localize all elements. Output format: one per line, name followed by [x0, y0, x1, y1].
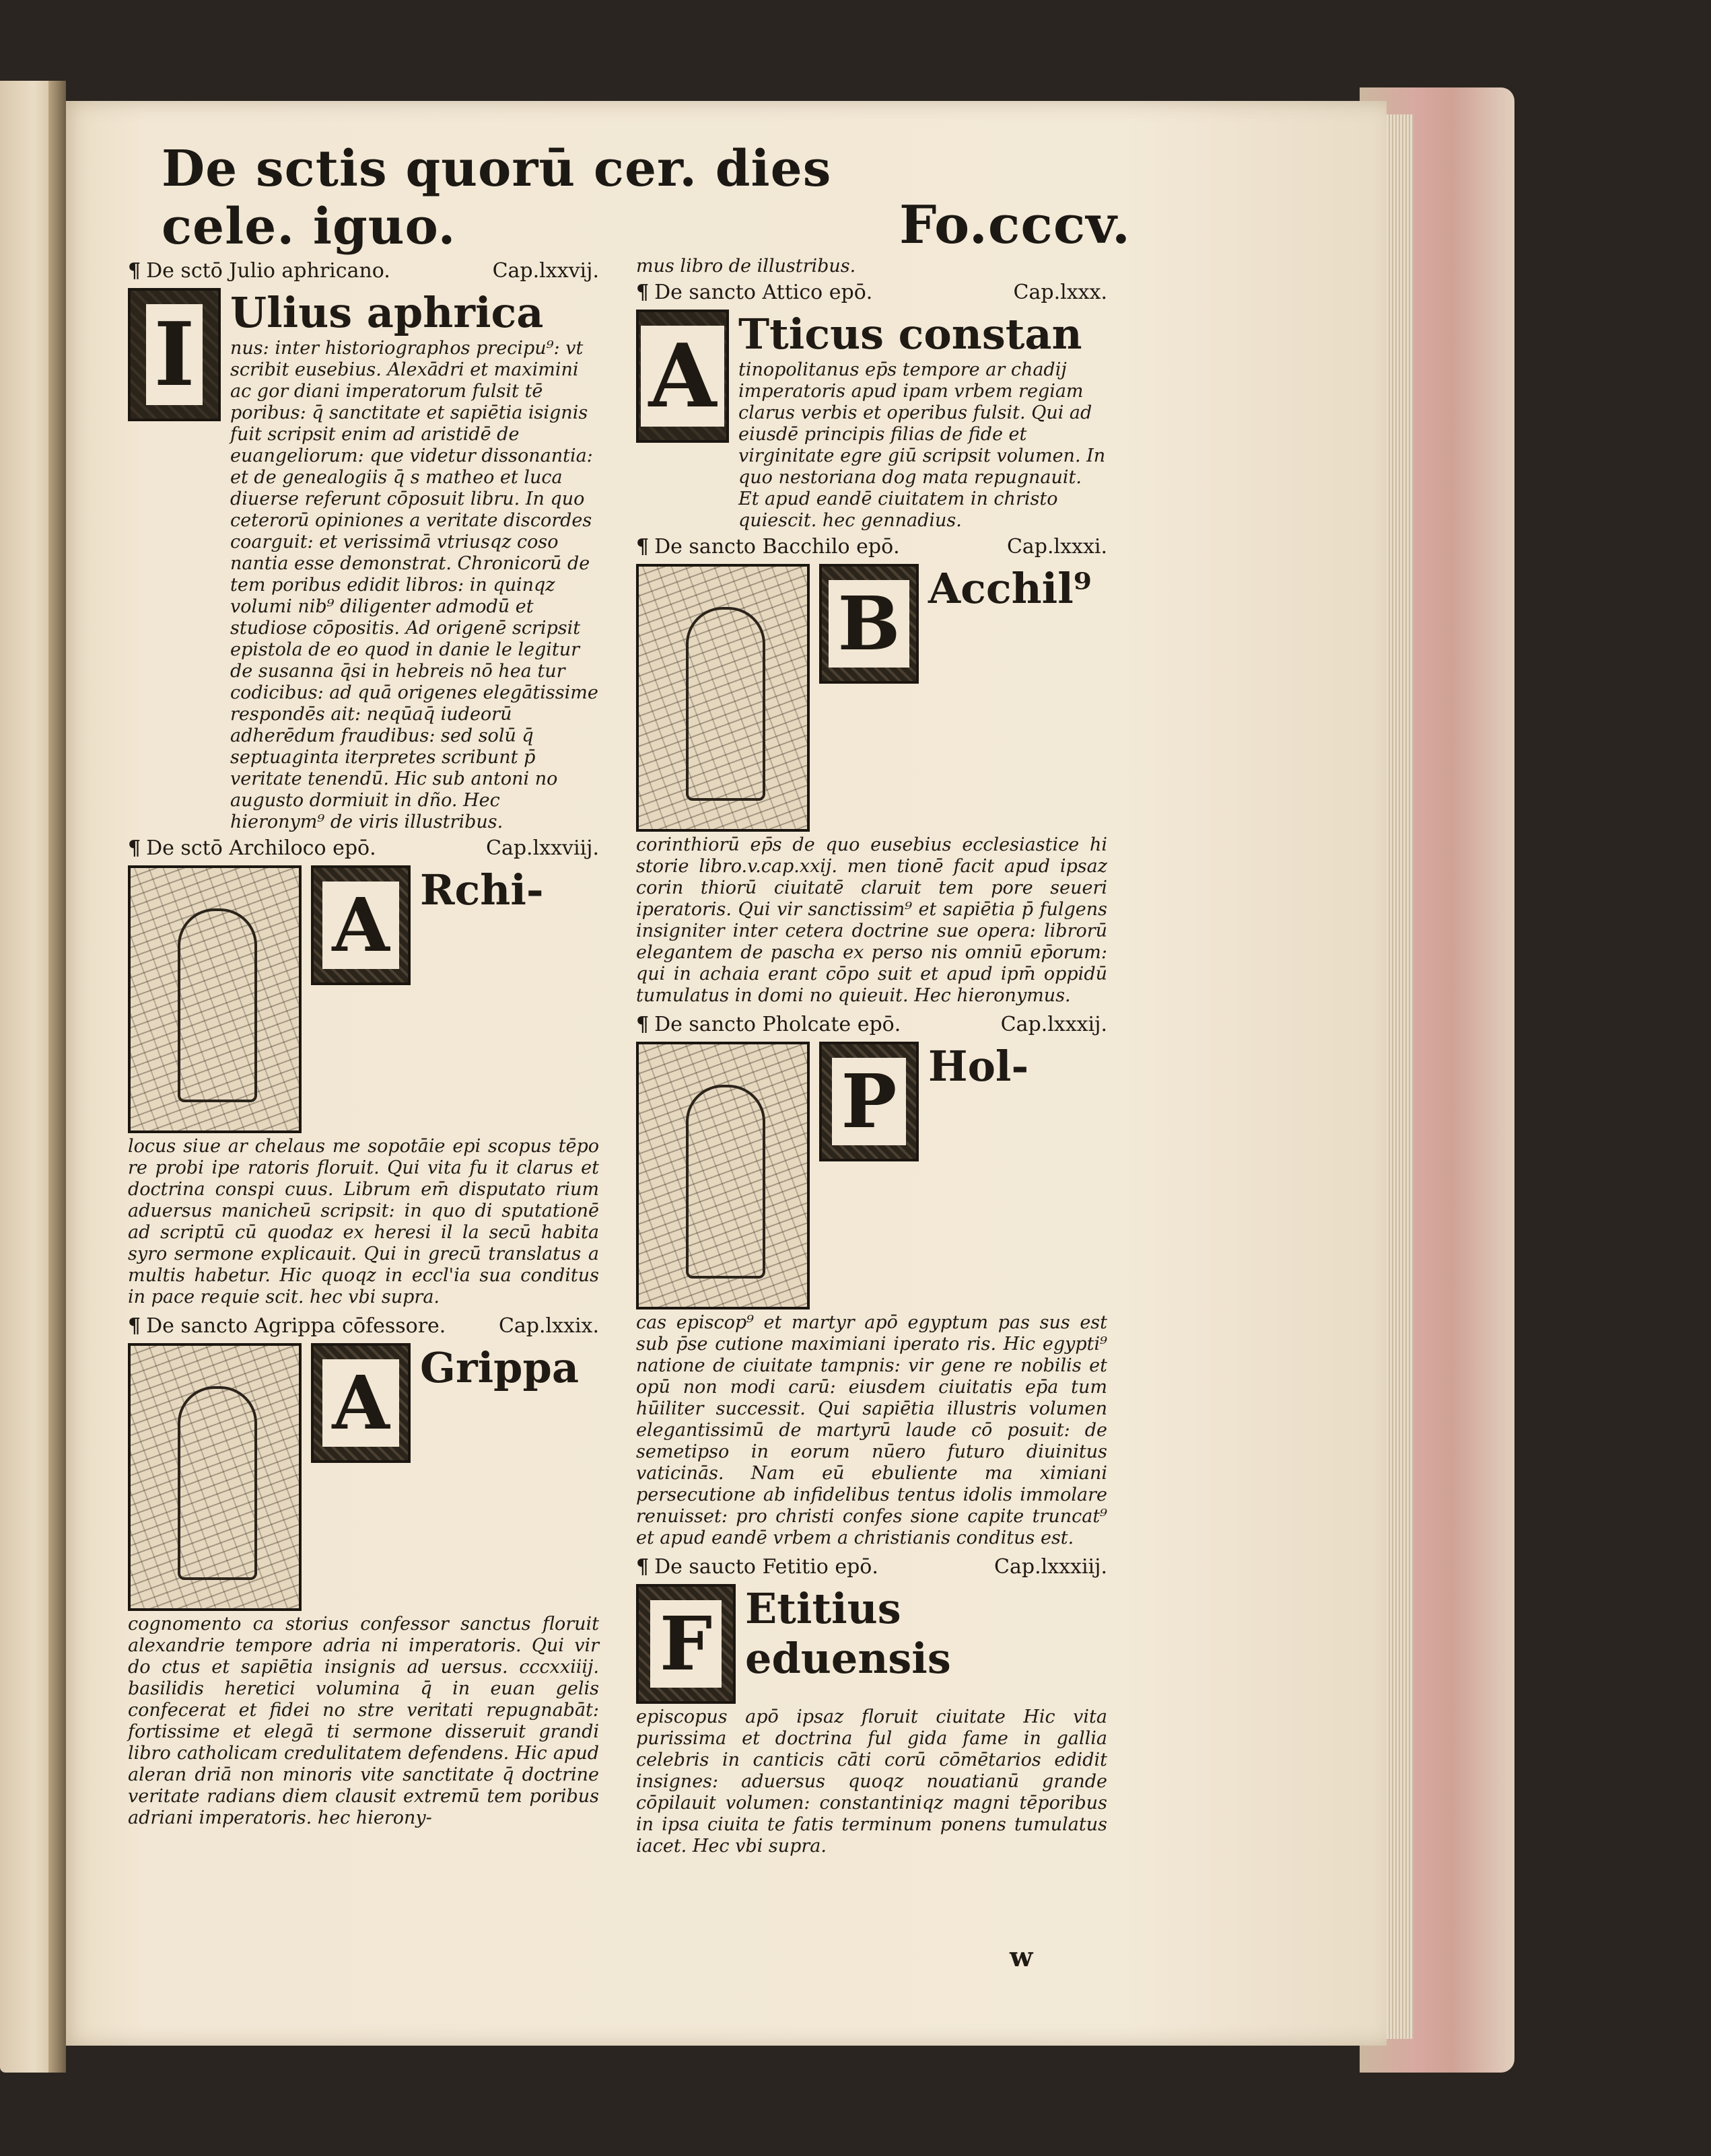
chapter-number: Cap.lxxviij. [486, 836, 599, 860]
entry-head [128, 1343, 599, 1611]
entry-text: episcopus apō ipsaz floruit ciuitate Hic vita purissima et doctrina ful gida fame in gallia celebris in canticis cāti corū cōmētarios edidit insignes: aduersus quoqz nouatianū grande cōpilauit volumen: constantiniqz magni tēporibus in ipsa ciuita te fatis terminum ponens tumulatus iacet. Hec vbi supra. [636, 1706, 1107, 1857]
entry-rubric [636, 534, 1107, 560]
woodcut-illustration [128, 865, 302, 1133]
chapter-number: Cap.lxxxi. [1006, 535, 1107, 559]
woodcut-illustration [636, 1042, 810, 1309]
entry-head [636, 1584, 1107, 1704]
entry-text: tinopolitanus ep̄s tempore ar chadij imperatoris apud ipam vrbem regiam clarus verbis et operibus fulsit. Qui ad eiusdē principis filias de fide et virginitate egre giū scripsit volumen. In quo nestoriana dog mata repugnauit. Et apud eandē ciuitatem in christo quiescit. hec gennadius. [738, 359, 1106, 531]
pilcrow-icon: ¶ [128, 259, 141, 283]
decorated-initial: A [636, 310, 729, 443]
pilcrow-icon: ¶ [636, 281, 650, 304]
decorated-initial: A [311, 865, 411, 985]
pilcrow-icon: ¶ [636, 1013, 650, 1036]
left-column [128, 256, 599, 1985]
entry-headword: Etitius eduensis [745, 1584, 951, 1683]
entry-headword: Grippa [420, 1343, 580, 1392]
entry-text: corinthiorū ep̄s de quo eusebius ecclesiastice hi storie libro.v.cap.xxij. men tionē facit apud ipsaz corin thiorū ciuitatē claruit tem pore seueri iperatoris. Qui vir sanctissim⁹ et sapiētia p̄ fulgens insigniter inter cetera doctrine sue opera: librorū elegantem de pascha ex perso nis omniū ep̄orum: qui in achaia erant cōpo suit et apud ipm̄ oppidū tumulatus in domi no quieuit. Hec hieronymus. [636, 834, 1107, 1006]
entry-headword: Tticus constan [738, 310, 1082, 359]
rubric-title: De sancto Agrippa cōfessore. [146, 1314, 446, 1338]
pilcrow-icon: ¶ [128, 1314, 141, 1338]
rubric-title: De sctō Julio aphricano. [146, 259, 390, 283]
header-title: De sctis quorū cer. dies cele. iguo. [162, 140, 832, 256]
entry-headword: Ulius aphrica [230, 288, 544, 337]
entry-headword: Rchi- [420, 865, 544, 914]
decorated-initial: A [311, 1343, 411, 1463]
decorated-initial: I [128, 288, 221, 421]
chapter-number: Cap.lxxxiij. [994, 1555, 1107, 1579]
entry-rubric [636, 1012, 1107, 1038]
entry-rubric [636, 280, 1107, 306]
folio-number: Fo.cccv. [899, 194, 1131, 256]
entry-text: cognomento ca storius confessor sanctus floruit alexandrie tempore adria ni imperatoris. Qui vir do ctus et sapiētia insignis ad uersus. cccxxiiij. basilidis heretici volumina q̄ in euan gelis confecerat et fidei no stre veritati repugnabāt: fortissime et elegā ti sermone disseruit grandi libro catholicam credulitatem defendens. Hic apud aleran driā non minoris vite sanctitate q̄ doctrine veritate radians diem clausit extremū tem poribus adriani imperatoris. hec hierony- [128, 1614, 599, 1828]
rubric-title: De sancto Bacchilo epō. [654, 535, 900, 559]
entry-headword: Acchil⁹ [928, 564, 1092, 613]
entry-head [636, 564, 1107, 832]
woodcut-illustration [128, 1343, 302, 1611]
entry-head [636, 1042, 1107, 1309]
woodcut-illustration [636, 564, 810, 832]
running-header [162, 140, 1131, 256]
right-column [636, 256, 1107, 1985]
entry-text: cas episcop⁹ et martyr apō egyptum pas sus est sub p̄se cutione maximiani iperato ris. Hic egypti⁹ natione de ciuitate tampnis: vir gene re nobilis et opū non modi carū: eiusdem ciuitatis ep̄a tum hūiliter successit. Qui sapiētia illustris volumen elegantissimū de martyrū laude cō posuit: de semetipso in eorum nūero futuro diuinitus vaticinās. Nam eū ebuliente ma ximiani persecutione ab infidelibus tentus idolis immolare renuisset: pro christi confes sione capite truncat⁹ et apud eandē vrbem a christianis conditus est. [636, 1312, 1107, 1548]
entry-text: locus siue ar chelaus me sopotāie epi scopus tēpo re probi ipe ratoris floruit. Qui vita fu it clarus et doctrina conspi cuus. Librum em̄ disputato rium aduersus manicheū scripsit: in quo di sputationē ad scriptū cū quodaz ex heresi il la secū habita syro sermone explicauit. Qui in grecū translatus a multis habetur. Hic quoqz in eccl'ia sua conditus in pace requie scit. hec vbi supra. [128, 1136, 599, 1307]
pilcrow-icon: ¶ [636, 1555, 650, 1579]
entry-rubric [128, 836, 599, 861]
chapter-number: Cap.lxxix. [498, 1314, 599, 1338]
entry-headword: Hol- [928, 1042, 1029, 1091]
decorated-initial: B [819, 564, 919, 684]
rubric-title: De sancto Pholcate epō. [654, 1013, 901, 1036]
rubric-title: De saucto Fetitio epō. [654, 1555, 878, 1579]
decorated-initial: F [636, 1584, 736, 1704]
chapter-number: Cap.lxxxij. [1000, 1013, 1107, 1036]
entry-head [128, 865, 599, 1133]
rubric-title: De sancto Attico epō. [654, 281, 873, 304]
entry-rubric [128, 258, 599, 284]
continued-text: mus libro de illustribus. [636, 256, 856, 277]
entry-head [636, 310, 1107, 532]
pilcrow-icon: ¶ [636, 535, 650, 559]
entry-rubric [636, 1554, 1107, 1580]
gutter [48, 81, 66, 2073]
entry-head [128, 288, 599, 833]
entry-text: nus: inter historiographos precipu⁹: vt scribit eusebius. Alexādri et maximini ac gor diani imperatorum fulsit tē poribus: q̄ sanctitate et sapiētia isignis fuit scripsit enim ad aristidē de euangeliorum: que videtur dissonantia: et de genealogiis q̄ s matheo et luca diuerse referunt cōposuit libru. In quo ceterorū opiniones a veritate discordes coarguit: et verissimā vtriusqz coso nantia esse demonstrat. Chronicorū de tem poribus edidit libros: in quinqz volumi nib⁹ diligenter admodū et studiose cōpositis. Ad origenē scripsit epistola de eo quod in danie le legitur de susanna q̄si in hebreis nō hea tur codicibus: ad quā origenes elegātissime respondēs ait: neqūaq̄ iudeorū adherēdum fraudibus: sed solū q̄ septuaginta iterpretes scribunt p̄ veritate tenendū. Hic sub antoni no augusto dormiuit in dño. Hec hieronym⁹ de viris illustribus. [230, 338, 598, 832]
fore-edge [1387, 114, 1413, 2039]
signature-mark: w [1010, 1941, 1033, 1973]
chapter-number: Cap.lxxx. [1013, 281, 1107, 304]
pilcrow-icon: ¶ [128, 836, 141, 860]
decorated-initial: P [819, 1042, 919, 1161]
chapter-number: Cap.lxxvij. [492, 259, 599, 283]
entry-rubric [128, 1314, 599, 1339]
rubric-title: De sctō Archiloco epō. [146, 836, 376, 860]
